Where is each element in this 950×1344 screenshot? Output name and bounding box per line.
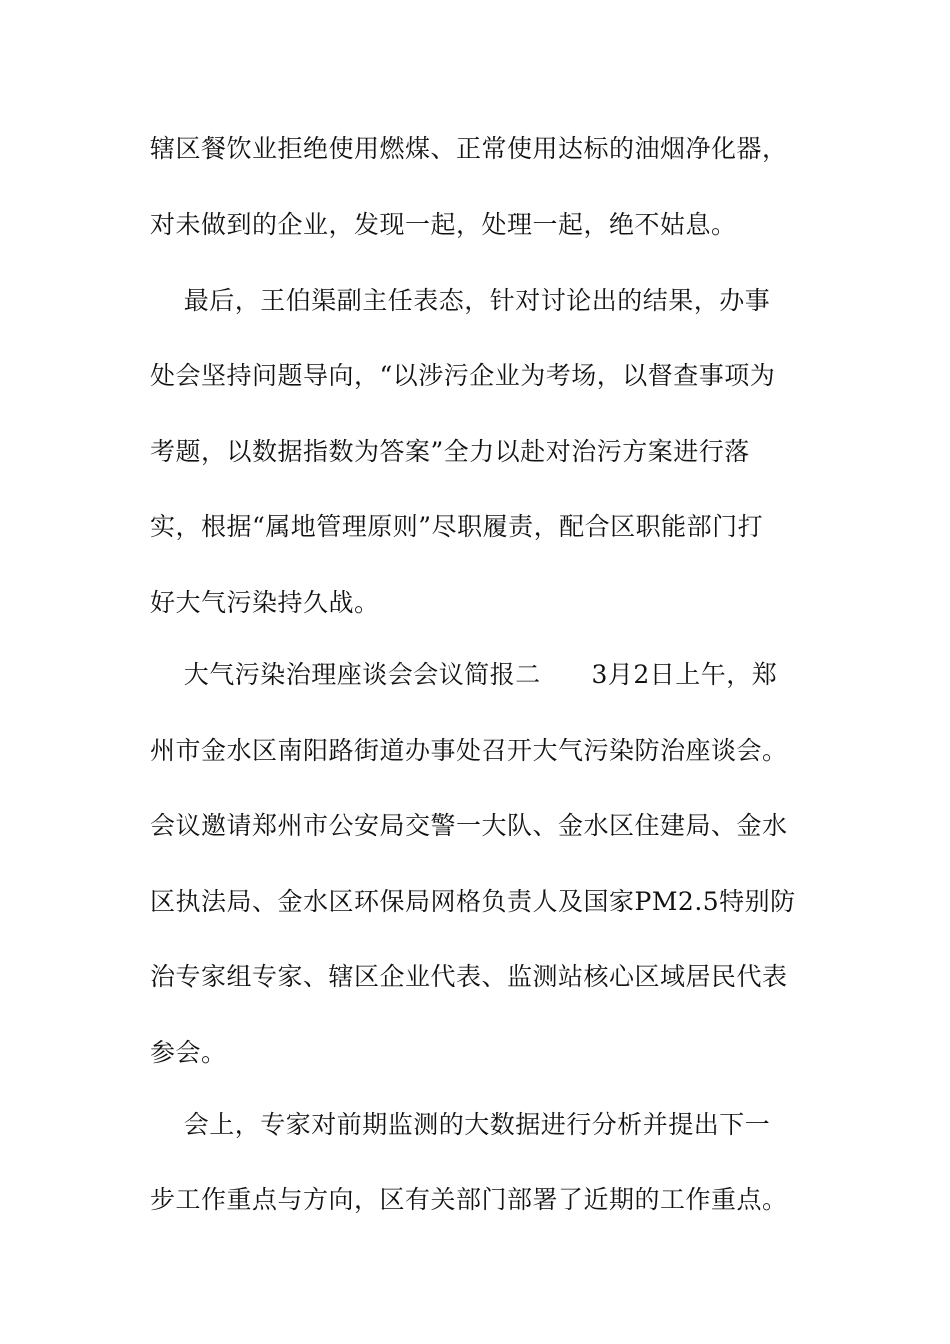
paragraph-2-line-4: 实，根据“属地管理原则”尽职履责，配合区职能部门打	[150, 512, 764, 541]
paragraph-2-line-2: 处会坚持问题导向，“以涉污企业为考场，以督查事项为	[150, 361, 776, 390]
paragraph-4-line-2: 步工作重点与方向，区有关部门部署了近期的工作重点。	[150, 1185, 788, 1214]
paragraph-3-line-4: 区执法局、金水区环保局网格负责人及国家PM2.5特别防	[150, 887, 796, 916]
paragraph-3-line-5: 治专家组专家、辖区企业代表、监测站核心区域居民代表	[150, 962, 788, 991]
paragraph-1-line-1: 辖区餐饮业拒绝使用燃煤、正常使用达标的油烟净化器，	[150, 134, 788, 163]
paragraph-2-line-5: 好大气污染持久战。	[150, 588, 380, 617]
paragraph-2-line-3: 考题，以数据指数为答案”全力以赴对治污方案进行落	[150, 437, 750, 466]
paragraph-3-line-3: 会议邀请郑州市公安局交警一大队、金水区住建局、金水	[150, 811, 788, 840]
paragraph-3-line-1: 大气污染治理座谈会会议简报二 3月2日上午，郑	[150, 660, 778, 689]
paragraph-4-line-1: 会上，专家对前期监测的大数据进行分析并提出下一	[150, 1110, 771, 1139]
paragraph-1-line-2: 对未做到的企业，发现一起，处理一起，绝不姑息。	[150, 210, 737, 239]
paragraph-3-line-2: 州市金水区南阳路街道办事处召开大气污染防治座谈会。	[150, 736, 788, 765]
paragraph-3-line-6: 参会。	[150, 1038, 227, 1067]
paragraph-2-line-1: 最后，王伯渠副主任表态，针对讨论出的结果，办事	[150, 286, 771, 315]
